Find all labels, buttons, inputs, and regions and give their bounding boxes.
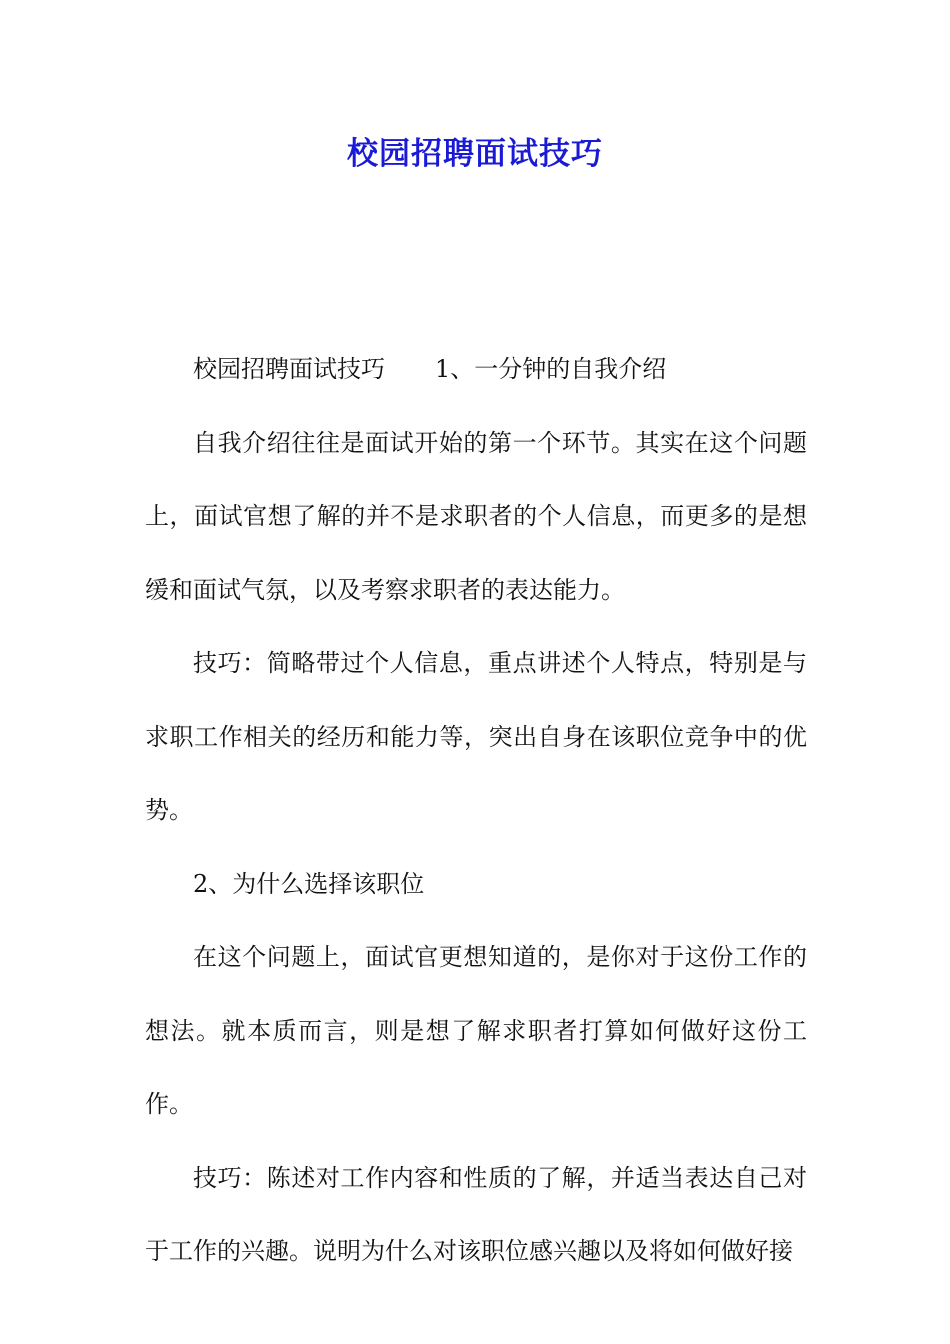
section-heading-why-position: 2、为什么选择该职位 [193, 869, 425, 898]
paragraph-why-position: 在这个问题上，面试官更想知道的，是你对于这份工作的想法。就本质而言，则是想了解求职者打算如何做好这份工作。 [145, 943, 807, 1118]
document-title: 校园招聘面试技巧 [347, 136, 603, 172]
paragraph-self-intro-tip: 技巧：简略带过个人信息，重点讲述个人特点，特别是与求职工作相关的经历和能力等，突出自身在该职位竞争中的优势。 [145, 649, 807, 824]
paragraph-self-intro: 自我介绍往往是面试开始的第一个环节。其实在这个问题上，面试官想了解的并不是求职者的个人信息，而更多的是想缓和面试气氛，以及考察求职者的表达能力。 [145, 428, 807, 604]
intro-heading-lead: 校园招聘面试技巧 [193, 355, 385, 383]
intro-heading-section: 1、一分钟的自我介绍 [435, 355, 667, 383]
intro-heading [145, 333, 807, 407]
paragraph-why-position-tip: 技巧：陈述对工作内容和性质的了解，并适当表达自己对于工作的兴趣。说明为什么对该职位感兴趣以及将如何做好接 [145, 1163, 807, 1265]
document-body [145, 333, 807, 1289]
